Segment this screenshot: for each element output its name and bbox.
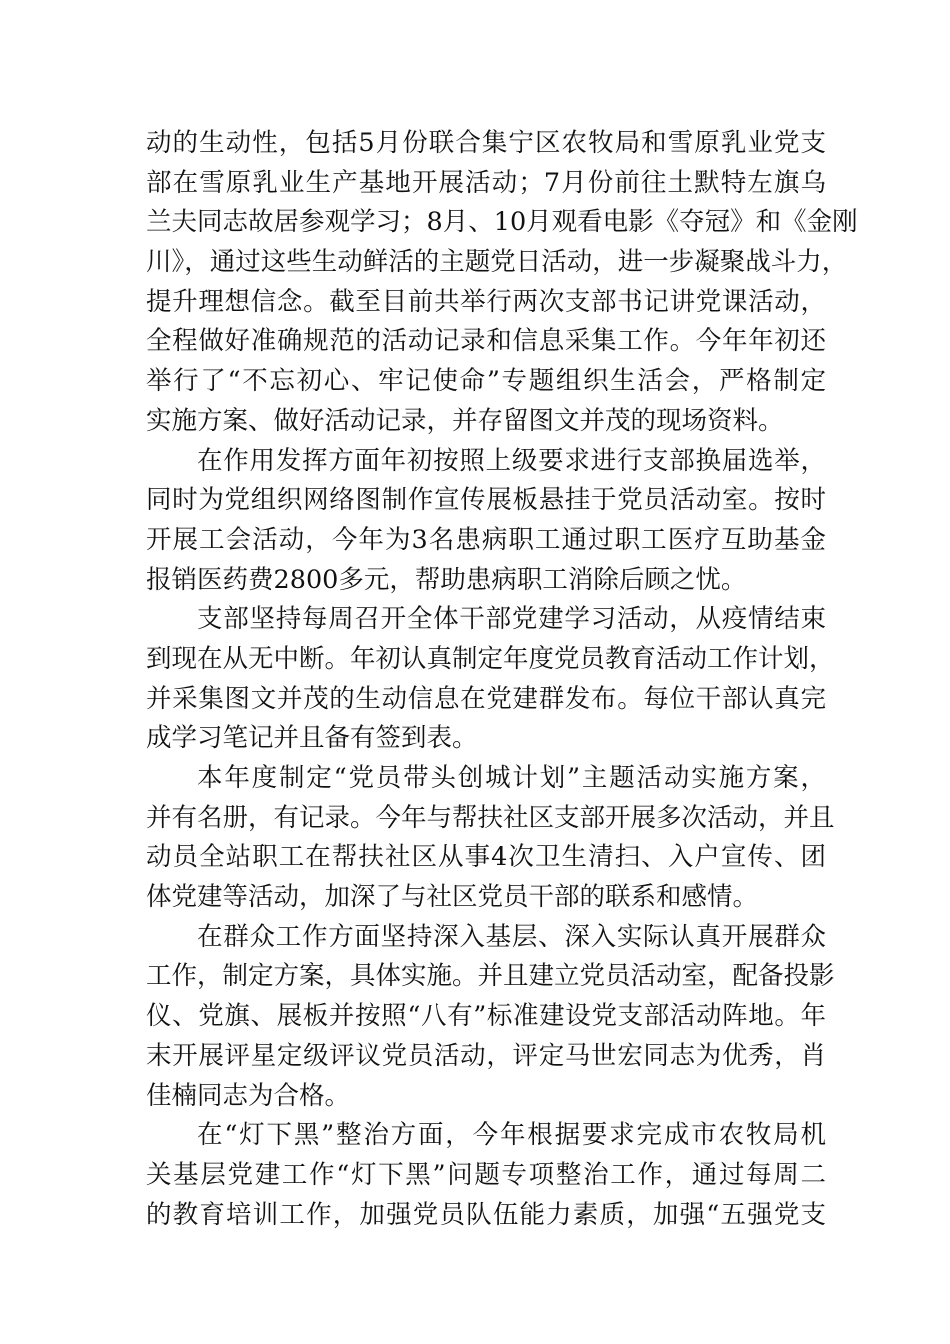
document-body [146, 124, 858, 1235]
text-line: 提升理想信念。截至目前共举行两次支部书记讲党课活动， [146, 286, 826, 317]
text-line: 动员全站职工在帮扶社区从事4次卫生清扫、入户宣传、团 [146, 842, 826, 873]
text-line: 成学习笔记并且备有签到表。 [146, 723, 478, 754]
text-line: 体党建等活动，加深了与社区党员干部的联系和感情。 [146, 882, 759, 913]
paragraph-5 [146, 918, 835, 1116]
text-line: 部在雪原乳业生产基地开展活动；7月份前往土默特左旗乌 [146, 167, 826, 198]
paragraph-6 [146, 1116, 826, 1235]
text-line: 到现在从无中断。年初认真制定年度党员教育活动工作计划， [146, 643, 835, 674]
text-line: 并采集图文并茂的生动信息在党建群发布。每位干部认真完 [146, 683, 826, 714]
text-line: 在“灯下黑”整治方面，今年根据要求完成市农牧局机 [197, 1120, 826, 1151]
text-line: 佳楠同志为合格。 [146, 1080, 351, 1111]
text-line: 在作用发挥方面年初按照上级要求进行支部换届选举， [197, 445, 826, 476]
paragraph-2 [146, 442, 826, 601]
paragraph-1 [146, 124, 858, 442]
text-line: 全程做好准确规范的活动记录和信息采集工作。今年年初还 [146, 326, 826, 357]
text-line: 兰夫同志故居参观学习；8月、10月观看电影《夺冠》和《金刚 [146, 207, 858, 238]
text-line: 川》，通过这些生动鲜活的主题党日活动，进一步凝聚战斗力， [146, 247, 848, 278]
text-line: 本年度制定“党员带头创城计划”主题活动实施方案， [197, 763, 826, 793]
text-line: 关基层党建工作“灯下黑”问题专项整治工作，通过每周二 [146, 1159, 826, 1190]
text-line: 同时为党组织网络图制作宣传展板悬挂于党员活动室。按时 [146, 485, 826, 516]
text-line: 的教育培训工作，加强党员队伍能力素质，加强“五强党支 [146, 1199, 826, 1230]
text-line: 实施方案、做好活动记录，并存留图文并茂的现场资料。 [146, 405, 784, 436]
text-line: 报销医药费2800多元，帮助患病职工消除后顾之忧。 [146, 564, 747, 595]
text-line: 支部坚持每周召开全体干部党建学习活动，从疫情结束 [197, 604, 826, 635]
paragraph-4 [146, 759, 835, 918]
paragraph-3 [146, 600, 835, 759]
text-line: 末开展评星定级评议党员活动，评定马世宏同志为优秀，肖 [146, 1040, 826, 1071]
text-line: 并有名册，有记录。今年与帮扶社区支部开展多次活动，并且 [146, 802, 835, 833]
text-line: 工作，制定方案，具体实施。并且建立党员活动室，配备投影 [146, 961, 835, 992]
text-line: 仪、党旗、展板并按照“八有”标准建设党支部活动阵地。年 [146, 1001, 826, 1032]
text-line: 举行了“不忘初心、牢记使命”专题组织生活会，严格制定 [146, 366, 826, 397]
text-line: 动的生动性，包括5月份联合集宁区农牧局和雪原乳业党支 [146, 128, 826, 158]
text-line: 开展工会活动，今年为3名患病职工通过职工医疗互助基金 [146, 524, 826, 555]
text-line: 在群众工作方面坚持深入基层、深入实际认真开展群众 [197, 921, 826, 952]
